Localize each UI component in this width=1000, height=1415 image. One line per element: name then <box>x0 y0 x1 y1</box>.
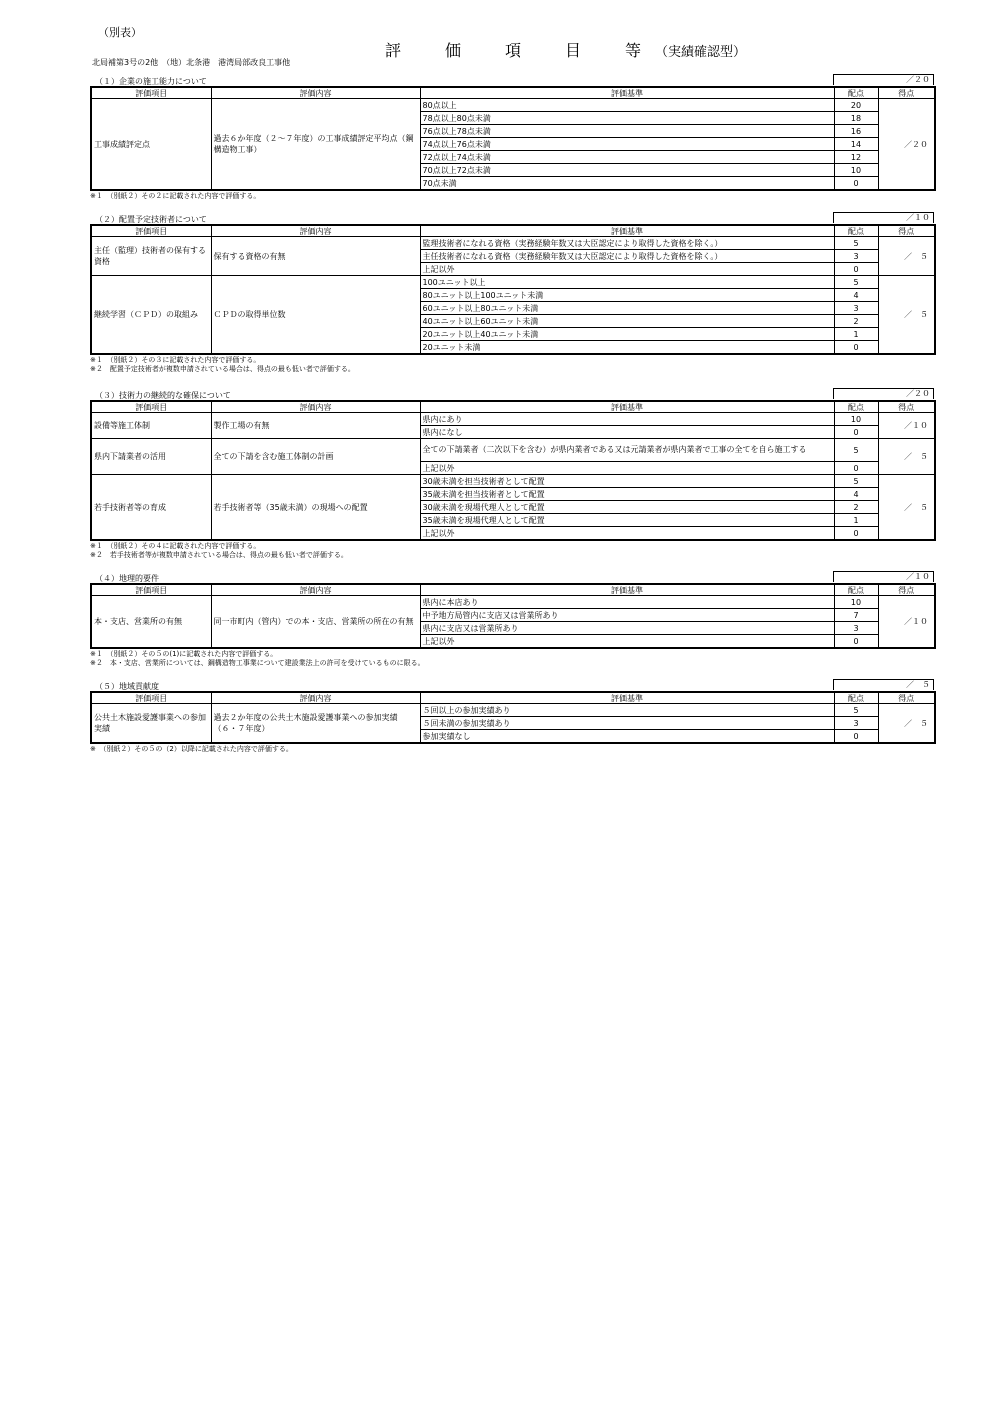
table-row <box>91 413 935 426</box>
points-cell: 12 <box>834 151 878 164</box>
evaluation-item: 工事成績評定点 <box>91 99 211 191</box>
section-2 <box>90 212 934 374</box>
score-cell: ／ ５ <box>878 704 935 744</box>
note-line: ※２ 本・支店、営業所については、鋼構造物工事業について建設業法上の許可を受けているものに限る。 <box>90 659 425 667</box>
evaluation-item: 公共土木施設愛護事業への参加実績 <box>91 704 211 744</box>
points-cell: 18 <box>834 112 878 125</box>
criteria-cell: 20ユニット未満 <box>420 341 834 355</box>
points-cell: 0 <box>834 426 878 439</box>
points-cell: 5 <box>834 276 878 289</box>
note-line: ※ （別紙２）その５の（2）以降に記載された内容で評価する。 <box>90 745 293 753</box>
table-row <box>91 237 935 250</box>
section-header <box>90 212 934 224</box>
column-header-score: 得点 <box>878 225 935 237</box>
column-header-score: 得点 <box>878 87 935 99</box>
criteria-cell: 35歳未満を現場代理人として配置 <box>420 514 834 527</box>
section-notes <box>90 650 934 668</box>
evaluation-content: 過去６か年度（２～７年度）の工事成績評定平均点（鋼構造物工事） <box>211 99 420 191</box>
evaluation-item: 主任（監理）技術者の保有する資格 <box>91 237 211 276</box>
evaluation-content: 過去２か年度の公共土木施設愛護事業への参加実績（６・７年度） <box>211 704 420 744</box>
column-header-criteria: 評価基準 <box>420 584 834 596</box>
points-cell: 0 <box>834 730 878 744</box>
note-line: ※１ （別紙２）その２に記載された内容で評価する。 <box>90 192 261 200</box>
points-cell: 0 <box>834 263 878 276</box>
evaluation-table <box>90 86 936 191</box>
section-title: （２）配置予定技術者について <box>95 215 207 224</box>
column-header-points: 配点 <box>834 401 878 413</box>
column-header-item: 評価項目 <box>91 401 211 413</box>
title-main: 評 価 項 目 等 <box>385 41 656 60</box>
criteria-cell: 72点以上74点未満 <box>420 151 834 164</box>
section-3 <box>90 388 934 560</box>
project-name: 北局補第3号の2他 （地）北条港 港湾局部改良工事他 <box>92 58 291 67</box>
score-cell: ／ ５ <box>878 237 935 276</box>
points-cell: 1 <box>834 514 878 527</box>
section-total: ／２０ <box>833 388 934 399</box>
section-title: （５）地域貢献度 <box>95 682 159 691</box>
table-row <box>91 704 935 717</box>
evaluation-table <box>90 583 936 649</box>
criteria-cell: 県内になし <box>420 426 834 439</box>
section-notes <box>90 542 934 560</box>
section-header <box>90 571 934 583</box>
evaluation-item: 設備等施工体制 <box>91 413 211 439</box>
points-cell: 0 <box>834 527 878 541</box>
points-cell: 16 <box>834 125 878 138</box>
points-cell: 20 <box>834 99 878 112</box>
column-header-item: 評価項目 <box>91 692 211 704</box>
section-4 <box>90 571 934 668</box>
points-cell: 10 <box>834 413 878 426</box>
criteria-cell: 上記以外 <box>420 263 834 276</box>
appendix-tag: （別表） <box>98 26 142 39</box>
note-line: ※１ （別紙２）その４に記載された内容で評価する。 <box>90 542 261 550</box>
criteria-cell: 上記以外 <box>420 635 834 649</box>
section-notes <box>90 745 934 754</box>
points-cell: 10 <box>834 596 878 609</box>
note-line: ※２ 配置予定技術者が複数申請されている場合は、得点の最も低い者で評価する。 <box>90 365 355 373</box>
points-cell: 5 <box>834 439 878 462</box>
column-header-criteria: 評価基準 <box>420 692 834 704</box>
score-cell: ／１０ <box>878 596 935 649</box>
section-notes <box>90 356 934 374</box>
evaluation-table <box>90 224 936 355</box>
points-cell: 4 <box>834 488 878 501</box>
criteria-cell: 78点以上80点未満 <box>420 112 834 125</box>
table-row <box>91 99 935 112</box>
score-cell: ／１０ <box>878 413 935 439</box>
section-title: （１）企業の施工能力について <box>95 77 207 86</box>
criteria-cell: 40ユニット以上60ユニット未満 <box>420 315 834 328</box>
criteria-cell: 県内にあり <box>420 413 834 426</box>
criteria-cell: 30歳未満を現場代理人として配置 <box>420 501 834 514</box>
points-cell: 3 <box>834 622 878 635</box>
column-header-criteria: 評価基準 <box>420 401 834 413</box>
points-cell: 3 <box>834 302 878 315</box>
header-row <box>91 692 935 704</box>
score-cell: ／ ５ <box>878 276 935 355</box>
criteria-cell: 全ての下請業者（二次以下を含む）が県内業者である又は元請業者が県内業者で工事の全てを自ら施工する <box>420 439 834 462</box>
table-row <box>91 276 935 289</box>
criteria-cell: 76点以上78点未満 <box>420 125 834 138</box>
table-row <box>91 439 935 462</box>
header-row <box>91 225 935 237</box>
points-cell: 2 <box>834 501 878 514</box>
section-total: ／２０ <box>833 74 934 85</box>
section-1 <box>90 74 934 201</box>
column-header-points: 配点 <box>834 225 878 237</box>
table-row <box>91 475 935 488</box>
section-title: （４）地理的要件 <box>95 574 159 583</box>
section-header <box>90 74 934 86</box>
column-header-points: 配点 <box>834 87 878 99</box>
evaluation-table <box>90 400 936 541</box>
criteria-cell: 中予地方局管内に支店又は営業所あり <box>420 609 834 622</box>
column-header-score: 得点 <box>878 401 935 413</box>
criteria-cell: 30歳未満を担当技術者として配置 <box>420 475 834 488</box>
note-line: ※１ （別紙２）その３に記載された内容で評価する。 <box>90 356 261 364</box>
criteria-cell: ５回以上の参加実績あり <box>420 704 834 717</box>
evaluation-content: 全ての下請を含む施工体制の計画 <box>211 439 420 475</box>
section-total: ／１０ <box>833 571 934 582</box>
criteria-cell: ５回未満の参加実績あり <box>420 717 834 730</box>
title-suffix: （実績確認型） <box>655 45 747 60</box>
criteria-cell: 100ユニット以上 <box>420 276 834 289</box>
evaluation-content: 同一市町内（管内）での本・支店、営業所の所在の有無 <box>211 596 420 649</box>
criteria-cell: 県内に支店又は営業所あり <box>420 622 834 635</box>
section-header <box>90 679 934 691</box>
column-header-item: 評価項目 <box>91 225 211 237</box>
page-title <box>385 38 746 61</box>
criteria-cell: 74点以上76点未満 <box>420 138 834 151</box>
column-header-criteria: 評価基準 <box>420 225 834 237</box>
evaluation-table <box>90 691 936 744</box>
score-cell: ／ ５ <box>878 439 935 475</box>
points-cell: 1 <box>834 328 878 341</box>
section-title: （３）技術力の継続的な確保について <box>95 391 231 400</box>
note-line: ※１ （別紙２）その５の(1)に記載された内容で評価する。 <box>90 650 278 658</box>
evaluation-content: ＣＰＤの取得単位数 <box>211 276 420 355</box>
column-header-score: 得点 <box>878 584 935 596</box>
criteria-cell: 主任技術者になれる資格（実務経験年数又は大臣認定により取得した資格を除く。） <box>420 250 834 263</box>
criteria-cell: 上記以外 <box>420 462 834 475</box>
criteria-cell: 35歳未満を担当技術者として配置 <box>420 488 834 501</box>
column-header-content: 評価内容 <box>211 87 420 99</box>
criteria-cell: 20ユニット以上40ユニット未満 <box>420 328 834 341</box>
points-cell: 7 <box>834 609 878 622</box>
evaluation-item: 若手技術者等の育成 <box>91 475 211 541</box>
section-header <box>90 388 934 400</box>
points-cell: 3 <box>834 250 878 263</box>
criteria-cell: 上記以外 <box>420 527 834 541</box>
criteria-cell: 60ユニット以上80ユニット未満 <box>420 302 834 315</box>
header-row <box>91 87 935 99</box>
points-cell: 10 <box>834 164 878 177</box>
evaluation-content: 若手技術者等（35歳未満）の現場への配置 <box>211 475 420 541</box>
column-header-points: 配点 <box>834 584 878 596</box>
header-row <box>91 401 935 413</box>
table-row <box>91 596 935 609</box>
column-header-item: 評価項目 <box>91 584 211 596</box>
evaluation-item: 本・支店、営業所の有無 <box>91 596 211 649</box>
points-cell: 0 <box>834 635 878 649</box>
column-header-criteria: 評価基準 <box>420 87 834 99</box>
evaluation-content: 保有する資格の有無 <box>211 237 420 276</box>
score-cell: ／２０ <box>878 99 935 191</box>
criteria-cell: 県内に本店あり <box>420 596 834 609</box>
points-cell: 0 <box>834 177 878 191</box>
evaluation-content: 製作工場の有無 <box>211 413 420 439</box>
points-cell: 0 <box>834 462 878 475</box>
evaluation-item: 県内下請業者の活用 <box>91 439 211 475</box>
section-total: ／ ５ <box>833 679 934 690</box>
section-5 <box>90 679 934 754</box>
column-header-score: 得点 <box>878 692 935 704</box>
points-cell: 0 <box>834 341 878 355</box>
score-cell: ／ ５ <box>878 475 935 541</box>
points-cell: 5 <box>834 704 878 717</box>
column-header-item: 評価項目 <box>91 87 211 99</box>
section-total: ／１０ <box>833 212 934 223</box>
criteria-cell: 70点以上72点未満 <box>420 164 834 177</box>
column-header-points: 配点 <box>834 692 878 704</box>
points-cell: 5 <box>834 237 878 250</box>
points-cell: 14 <box>834 138 878 151</box>
column-header-content: 評価内容 <box>211 692 420 704</box>
points-cell: 3 <box>834 717 878 730</box>
section-notes <box>90 192 934 201</box>
points-cell: 5 <box>834 475 878 488</box>
header-row <box>91 584 935 596</box>
criteria-cell: 70点未満 <box>420 177 834 191</box>
column-header-content: 評価内容 <box>211 584 420 596</box>
note-line: ※２ 若手技術者等が複数申請されている場合は、得点の最も低い者で評価する。 <box>90 551 348 559</box>
column-header-content: 評価内容 <box>211 401 420 413</box>
criteria-cell: 監理技術者になれる資格（実務経験年数又は大臣認定により取得した資格を除く。） <box>420 237 834 250</box>
column-header-content: 評価内容 <box>211 225 420 237</box>
criteria-cell: 80点以上 <box>420 99 834 112</box>
points-cell: 2 <box>834 315 878 328</box>
criteria-cell: 80ユニット以上100ユニット未満 <box>420 289 834 302</box>
points-cell: 4 <box>834 289 878 302</box>
evaluation-item: 継続学習（ＣＰＤ）の取組み <box>91 276 211 355</box>
criteria-cell: 参加実績なし <box>420 730 834 744</box>
